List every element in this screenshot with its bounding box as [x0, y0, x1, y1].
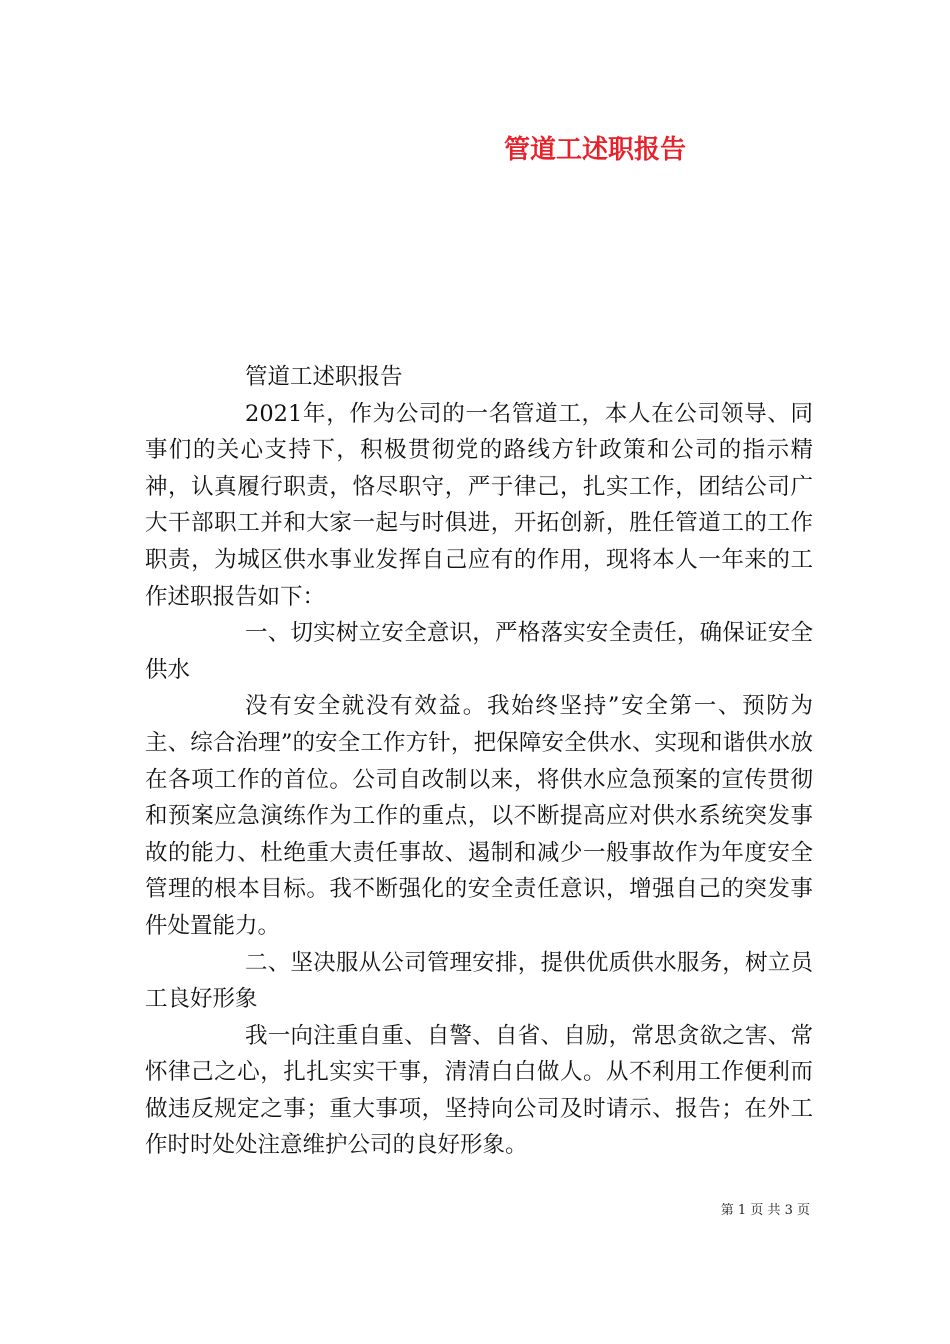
- body-heading: 管道工述职报告: [245, 364, 403, 390]
- section-heading-2: 二、坚决服从公司管理安排，提供优质供水服务，树立员工良好形象: [145, 949, 813, 1013]
- page-footer: 第 1 页 共 3 页: [720, 1203, 810, 1218]
- intro-paragraph: 2021年，作为公司的一名管道工，本人在公司领导、同事们的关心支持下，积极贯彻党的路线方针政策和公司的指示精神，认真履行职责，恪尽职守，严于律己，扎实工作，团结公司广大干部职工并和大家一起与时俱进，开拓创新，胜任管道工的工作职责，为城区供水事业发挥自己应有的作用，现将本人一年来的工作述职报告如下：: [145, 400, 813, 610]
- section-heading-1: 一、切实树立安全意识，严格落实安全责任，确保证安全供水: [145, 620, 813, 683]
- document-body: [145, 359, 813, 1164]
- section-paragraph-2: 我一向注重自重、自警、自省、自励，常思贪欲之害、常怀律己之心，扎扎实实干事，清清白白做人。从不利用工作便利而做违反规定之事；重大事项，坚持向公司及时请示、报告；在外工作时时处处注意维护公司的良好形象。: [145, 1022, 813, 1159]
- document-title: 管道工述职报告: [503, 135, 686, 165]
- section-paragraph-1: 没有安全就没有效益。我始终坚持”安全第一、预防为主、综合治理”的安全工作方针，把保障安全供水、实现和谐供水放在各项工作的首位。公司自改制以来，将供水应急预案的宣传贯彻和预案应急演练作为工作的重点，以不断提高应对供水系统突发事故的能力、杜绝重大责任事故、遏制和减少一般事故作为年度安全管理的根本目标。我不断强化的安全责任意识，增强自己的突发事件处置能力。: [145, 693, 813, 939]
